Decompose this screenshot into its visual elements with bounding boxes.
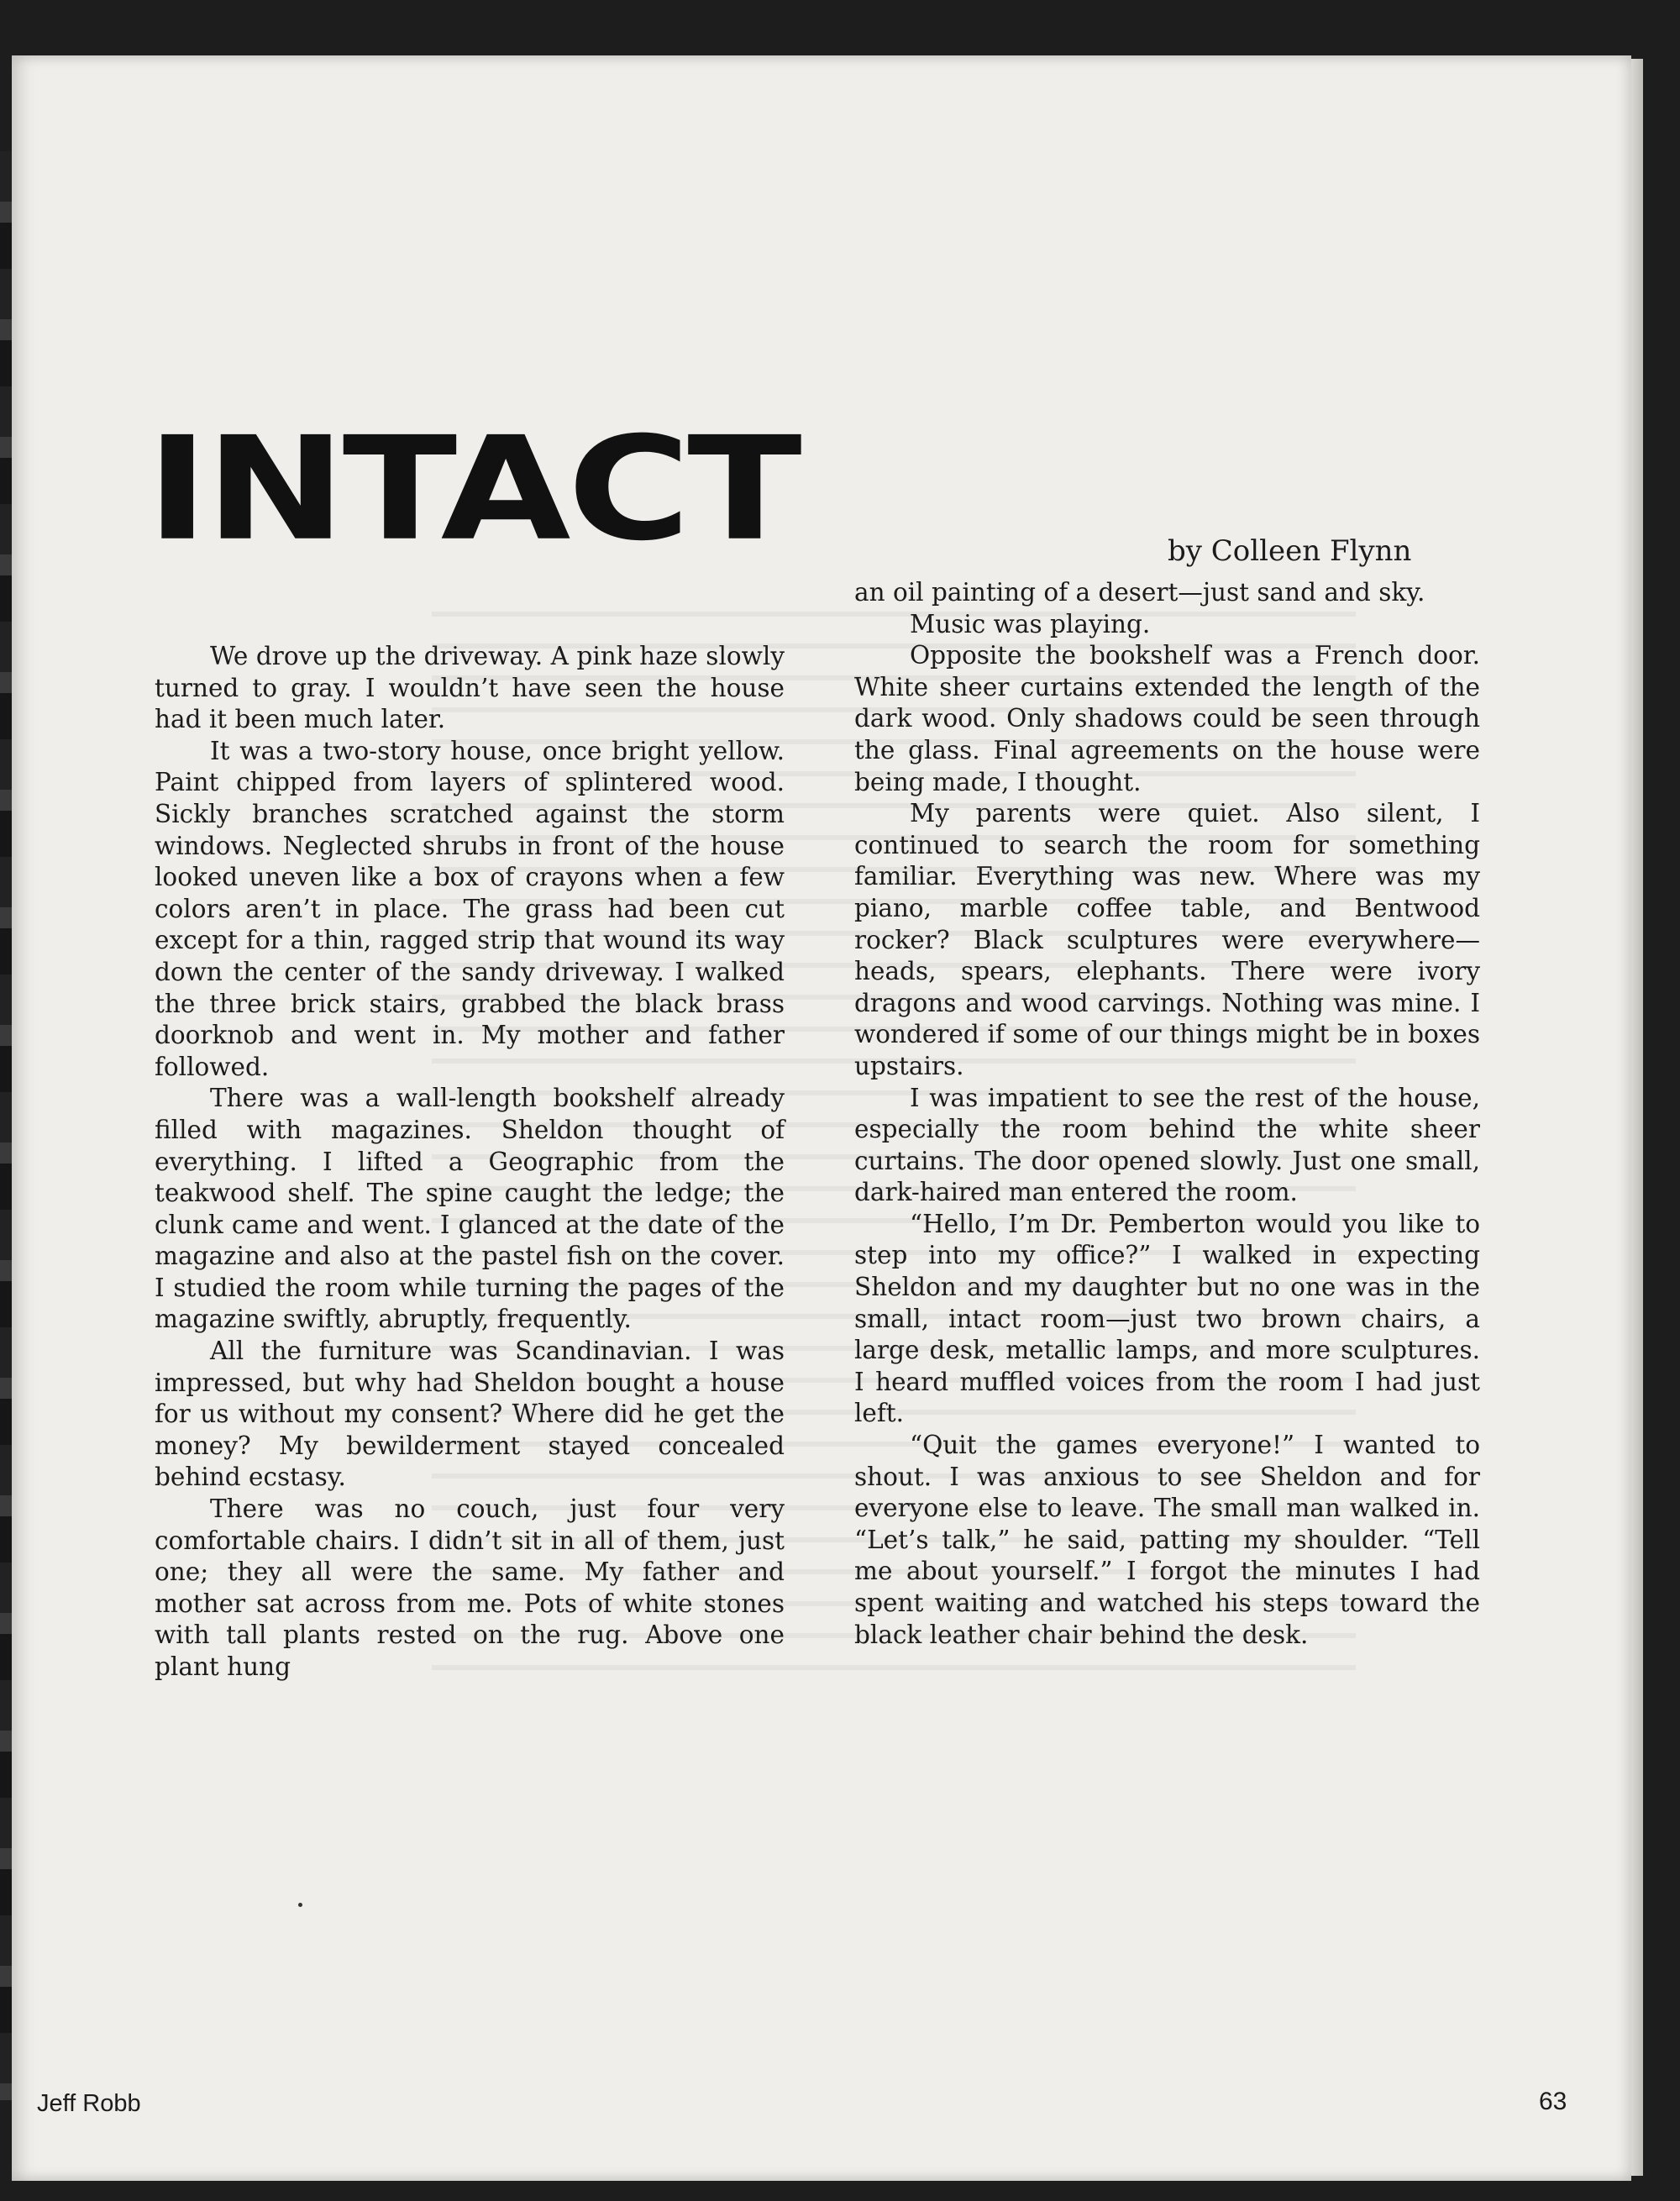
paragraph: My parents were quiet. Also silent, I continued to search the room for something familiar. Everything was new. Where was my piano, marble coffee table, and Bentwood rocker? Black sculptures were everywhere—heads, spears, elephants. There were ivory dragons and wood carvings. Nothing was mine. I wondered if some of our things might be in boxes upstairs. — [854, 799, 1480, 1080]
paragraph: We drove up the driveway. A pink haze slowly turned to gray. I wouldn’t have seen the house had it been much later. — [155, 642, 785, 734]
ink-speck — [298, 1903, 302, 1907]
paragraph: There was a wall-length bookshelf already filled with magazines. Sheldon thought of everything. I lifted a Geographic from the teakwood shelf. The spine caught the ledge; the clunk came and went. I glanced at the date of the magazine and also at the pastel fish on the cover. I studied the room while turning the pages of the magazine swiftly, abruptly, frequently. — [155, 1084, 785, 1334]
paragraph: There was no couch, just four very comfortable chairs. I didn’t sit in all of them, just one; they all were the same. My father and mother sat across from me. Pots of white stones with tall plants rested on the rug. Above one plant hung — [155, 1494, 785, 1681]
left-column — [155, 641, 785, 1684]
right-column — [854, 577, 1480, 1651]
paragraph: All the furniture was Scandinavian. I was impressed, but why had Sheldon bought a house for us without my consent? Where did he get the money? My bewilderment stayed concealed behind ecstasy. — [155, 1337, 785, 1492]
paragraph: I was impatient to see the rest of the house, especially the room behind the white sheer curtains. The door opened slowly. Just one small, dark-haired man entered the room. — [854, 1083, 1480, 1207]
paragraph: “Hello, I’m Dr. Pemberton would you like to step into my office?” I walked in expecting Sheldon and my daughter but no one was in the small, intact room—just two brown chairs, a large desk, metallic lamps, and more sculptures. I heard muffled voices from the room I had just left. — [854, 1209, 1480, 1428]
page-number: 63 — [1539, 2088, 1567, 2115]
paragraph: an oil painting of a desert—just sand and sky. — [854, 578, 1425, 607]
paragraph: Opposite the bookshelf was a French door. White sheer curtains extended the length of the dark wood. Only shadows could be seen through the glass. Final agreements on the house were being made, I thought. — [854, 641, 1480, 796]
page-stack-edge — [1631, 59, 1643, 2176]
photo-credit: Jeff Robb — [37, 2090, 141, 2117]
article-byline: by Colleen Flynn — [1168, 534, 1412, 568]
paragraph: It was a two-story house, once bright yellow. Paint chipped from layers of splintered wood. Sickly branches scratched against the storm windows. Neglected shrubs in front of the house looked uneven like a box of crayons when a few colors aren’t in place. The grass had been cut except for a thin, ragged strip that wound its way down the center of the sandy driveway. I walked the three brick stairs, grabbed the black brass doorknob and went in. My mother and father followed. — [155, 736, 785, 1081]
paragraph: “Quit the games everyone!” I wanted to shout. I was anxious to see Sheldon and for everyone else to leave. The small man walked in. “Let’s talk,” he said, patting my shoulder. “Tell me about yourself.” I forgot the minutes I had spent waiting and watched his steps toward the black leather chair behind the desk. — [854, 1431, 1480, 1649]
paragraph: Music was playing. — [910, 609, 1151, 638]
article-title: INTACT — [146, 406, 799, 573]
